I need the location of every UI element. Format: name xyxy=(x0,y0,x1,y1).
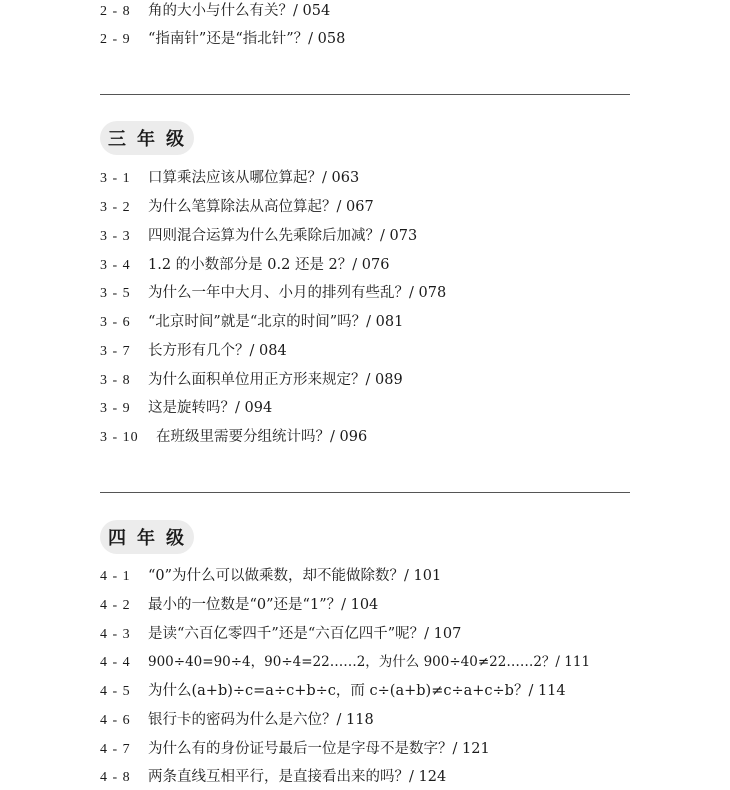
entry-number: 4 - 5 xyxy=(100,684,131,699)
entry-number: 2 - 8 xyxy=(100,4,131,19)
toc-entry[interactable] xyxy=(100,339,287,363)
toc-entry[interactable] xyxy=(100,650,590,674)
toc-entry[interactable] xyxy=(100,253,389,277)
toc-entry[interactable] xyxy=(100,593,378,617)
entry-title: “0”为什么可以做乘数，却不能做除数？/ 101 xyxy=(148,568,442,584)
toc-entry[interactable] xyxy=(100,737,490,761)
toc-entry[interactable] xyxy=(100,679,566,703)
entry-number: 2 - 9 xyxy=(100,32,131,47)
entry-title: 在班级里需要分组统计吗？/ 096 xyxy=(156,429,368,445)
toc-entry[interactable] xyxy=(100,765,446,789)
toc-entry[interactable] xyxy=(100,622,461,646)
heading-text: 三年级 xyxy=(108,129,195,150)
toc-entry[interactable] xyxy=(100,396,272,420)
toc-entry[interactable] xyxy=(100,425,367,449)
entry-title: 是读“六百亿零四千”还是“六百亿四千”呢？/ 107 xyxy=(148,626,462,642)
section-heading-grade-4 xyxy=(100,517,195,557)
section-divider xyxy=(100,492,630,493)
entry-number: 3 - 10 xyxy=(100,430,139,445)
entry-number: 4 - 1 xyxy=(100,569,131,584)
entry-title: 为什么(a+b)÷c=a÷c+b÷c，而 c÷(a+b)≠c÷a+c÷b？/ 114 xyxy=(148,683,566,699)
entry-number: 4 - 4 xyxy=(100,655,131,670)
toc-entry[interactable] xyxy=(100,368,403,392)
entry-number: 3 - 6 xyxy=(100,315,131,330)
entry-title: 900÷40=90÷4，90÷4=22……2，为什么 900÷40≠22……2？/ 111 xyxy=(148,654,591,670)
entry-title: 银行卡的密码为什么是六位？/ 118 xyxy=(148,712,374,728)
entry-title: 四则混合运算为什么先乘除后加减？/ 073 xyxy=(148,228,418,244)
toc-entry[interactable] xyxy=(100,0,330,23)
entry-title: “北京时间”就是“北京的时间”吗？/ 081 xyxy=(148,314,404,330)
entry-title: 口算乘法应该从哪位算起？/ 063 xyxy=(148,170,360,186)
entry-number: 4 - 7 xyxy=(100,742,131,757)
entry-number: 4 - 6 xyxy=(100,713,131,728)
toc-entry[interactable] xyxy=(100,564,441,588)
entry-title: 为什么一年中大月、小月的排列有些乱？/ 078 xyxy=(148,285,447,301)
entry-title: 为什么有的身份证号最后一位是字母不是数字？/ 121 xyxy=(148,741,490,757)
entry-number: 4 - 2 xyxy=(100,598,131,613)
toc-entry[interactable] xyxy=(100,224,417,248)
entry-number: 3 - 3 xyxy=(100,229,131,244)
entry-number: 3 - 7 xyxy=(100,344,131,359)
entry-title: “指南针”还是“指北针”？/ 058 xyxy=(148,31,346,47)
entry-number: 3 - 2 xyxy=(100,200,131,215)
entry-title: 这是旋转吗？/ 094 xyxy=(148,400,273,416)
section-heading-grade-3 xyxy=(100,118,195,158)
toc-entry[interactable] xyxy=(100,166,359,190)
entry-number: 3 - 1 xyxy=(100,171,131,186)
entry-title: 1.2 的小数部分是 0.2 还是 2？/ 076 xyxy=(148,257,390,273)
toc-entry[interactable] xyxy=(100,195,374,219)
entry-title: 角的大小与什么有关？/ 054 xyxy=(148,3,331,19)
entry-number: 3 - 5 xyxy=(100,286,131,301)
entry-title: 为什么面积单位用正方形来规定？/ 089 xyxy=(148,372,403,388)
entry-number: 3 - 4 xyxy=(100,258,131,273)
toc-entry[interactable] xyxy=(100,27,345,51)
heading-text: 四年级 xyxy=(108,528,195,549)
entry-title: 两条直线互相平行，是直接看出来的吗？/ 124 xyxy=(148,769,447,785)
toc-entry[interactable] xyxy=(100,708,374,732)
section-divider xyxy=(100,94,630,95)
entry-number: 4 - 3 xyxy=(100,627,131,642)
entry-number: 3 - 8 xyxy=(100,373,131,388)
entry-number: 3 - 9 xyxy=(100,401,131,416)
entry-title: 长方形有几个？/ 084 xyxy=(148,343,287,359)
toc-entry[interactable] xyxy=(100,310,403,334)
entry-number: 4 - 8 xyxy=(100,770,131,785)
entry-title: 最小的一位数是“0”还是“1”？/ 104 xyxy=(148,597,379,613)
toc-entry[interactable] xyxy=(100,281,446,305)
entry-title: 为什么笔算除法从高位算起？/ 067 xyxy=(148,199,374,215)
